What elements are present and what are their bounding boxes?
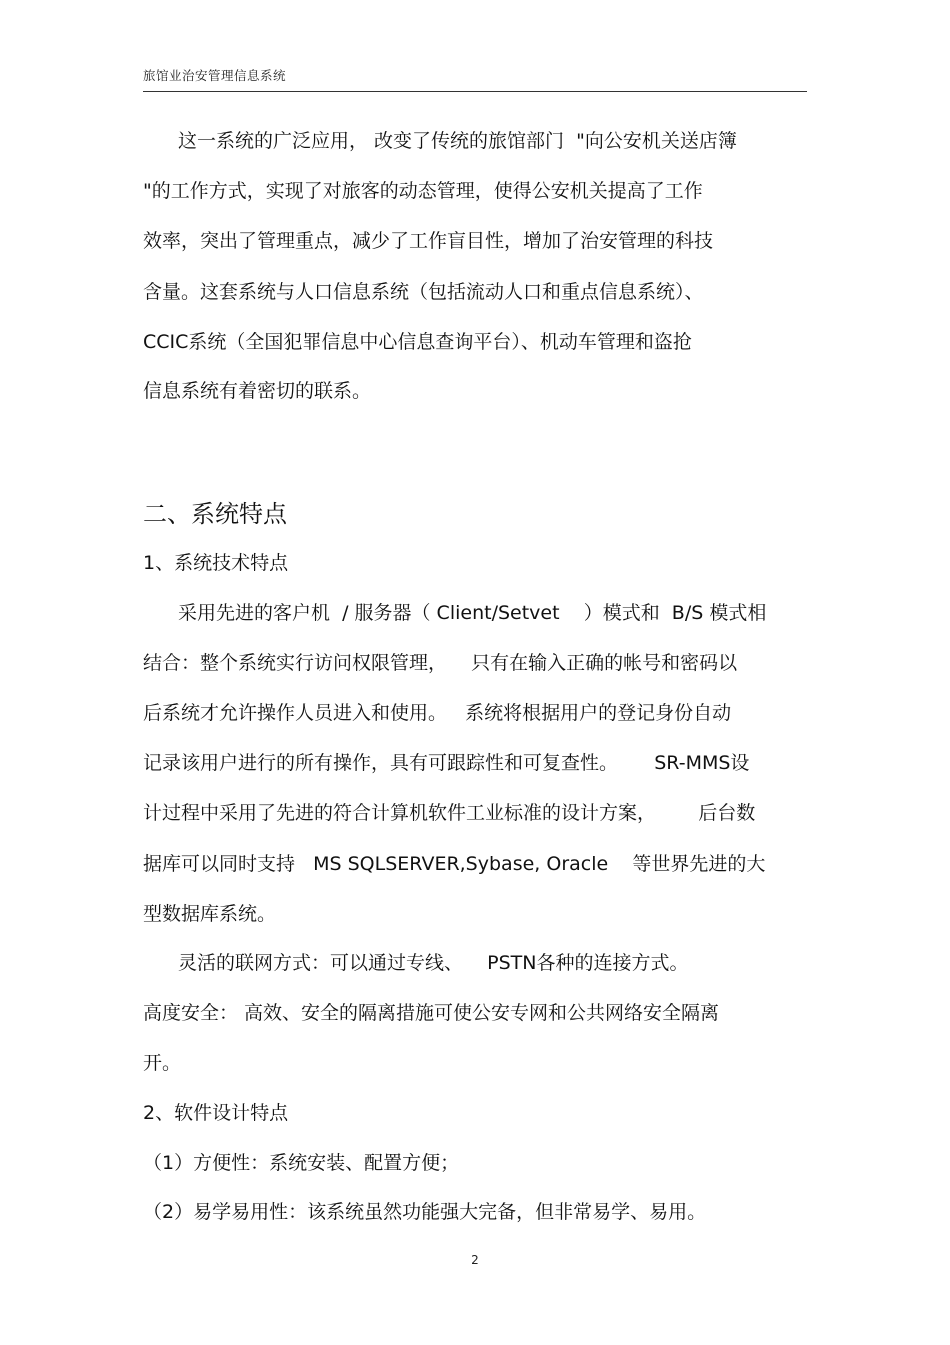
tech-line: 型数据库系统。 <box>143 903 277 925</box>
security-line: 开。 <box>143 1052 182 1074</box>
tech-line: 结合：整个系统实行访问权限管理， 只有在输入正确的帐号和密码以 <box>143 652 738 674</box>
intro-line: CCIC系统（全国犯罪信息中心信息查询平台）、机动车管理和盗抢 <box>143 331 692 353</box>
intro-line: 效率，突出了管理重点，减少了工作盲目性，增加了治安管理的科技 <box>143 230 714 252</box>
security-line: 高度安全： 高效、安全的隔离措施可使公安专网和公共网络安全隔离 <box>143 1002 720 1024</box>
running-header: 旅馆业治安管理信息系统 <box>143 68 287 83</box>
tech-line: 据库可以同时支持 MS SQLSERVER,Sybase, Oracle 等世界先进的大 <box>143 853 766 875</box>
intro-line: 信息系统有着密切的联系。 <box>143 380 372 402</box>
subsection-heading: 2、软件设计特点 <box>143 1102 289 1124</box>
network-line: 灵活的联网方式：可以通过专线、 PSTN各种的连接方式。 <box>178 952 689 974</box>
subsection-heading: 1、系统技术特点 <box>143 552 289 574</box>
intro-line: "的工作方式，实现了对旅客的动态管理，使得公安机关提高了工作 <box>143 180 703 202</box>
intro-line: 这一系统的广泛应用， 改变了传统的旅馆部门 "向公安机关送店簿 <box>178 130 737 152</box>
intro-line: 含量。这套系统与人口信息系统（包括流动人口和重点信息系统）、 <box>143 281 704 303</box>
tech-line: 采用先进的客户机 / 服务器（ Client/Setvet ）模式和 B/S 模式相 <box>178 602 767 624</box>
page-number: 2 <box>471 1253 479 1267</box>
tech-line: 计过程中采用了先进的符合计算机软件工业标准的设计方案， 后台数 <box>143 802 756 824</box>
tech-line: 后系统才允许操作人员进入和使用。 系统将根据用户的登记身份自动 <box>143 702 732 724</box>
feature-item: （1）方便性：系统安装、配置方便； <box>143 1152 460 1174</box>
section-heading: 二、系统特点 <box>143 500 287 528</box>
header-rule <box>143 91 807 92</box>
tech-line: 记录该用户进行的所有操作，具有可跟踪性和可复查性。 SR-MMS设 <box>143 752 750 774</box>
feature-item: （2）易学易用性：该系统虽然功能强大完备，但非常易学、易用。 <box>143 1201 707 1223</box>
